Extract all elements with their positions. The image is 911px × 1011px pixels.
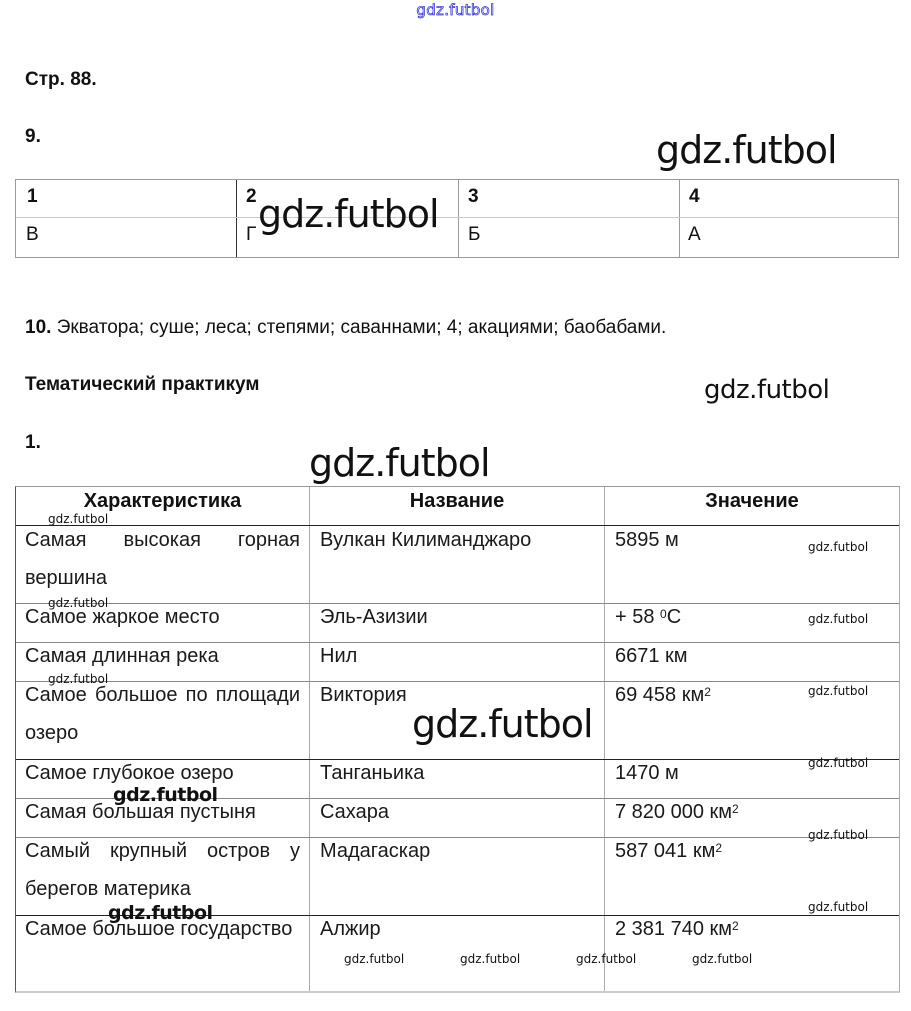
table-cell-name: Виктория [320,684,407,706]
task1-number: 1. [25,432,41,453]
value-text: 2 381 740 км [615,918,733,940]
answer-2: Г [246,224,257,245]
task9-answer-table [15,179,899,258]
watermark: gdz.futbol [808,900,869,914]
table-cell-value [615,676,711,714]
page-label: Стр. 88. [25,69,97,90]
value-unit: С [666,606,682,628]
watermark: gdz.futbol [808,612,869,626]
square-superscript: 2 [732,802,739,816]
watermark: gdz.futbol [258,192,439,236]
watermark: gdz.futbol [412,702,593,746]
table-header-name: Название [409,490,505,512]
watermark: gdz.futbol [460,952,521,966]
table-cell-name: Нил [320,645,358,667]
watermark: gdz.futbol [113,784,218,806]
watermark: gdz.futbol [808,756,869,770]
table-cell-value: 6671 км [615,645,688,667]
table-header-2: 2 [246,186,257,207]
watermark: gdz.futbol [808,684,869,698]
value-text: + 58 [615,606,661,628]
table-cell-characteristic: Самая высокая горная вершина [25,529,300,589]
table-header-3: 3 [468,186,479,207]
watermark: gdz.futbol [344,952,405,966]
column-divider [458,180,459,257]
column-divider [236,180,237,257]
degree-superscript: 0 [660,607,667,621]
table-cell-characteristic: Самое глубокое озеро [25,762,234,784]
table-cell-value [615,793,739,831]
watermark: gdz.futbol [309,441,490,485]
row-divider [16,217,898,218]
table-cell-characteristic: Самое большое государство [25,918,293,940]
watermark: gdz.futbol [576,952,637,966]
answer-4: А [688,224,701,245]
watermark: gdz.futbol [808,540,869,554]
table-cell-characteristic: Самый крупный остров у берегов материка [25,840,300,900]
table-cell-name: Эль-Азизии [320,606,428,628]
table-header-value: Значение [705,490,799,512]
table-header-4: 4 [689,186,700,207]
table-cell-name: Алжир [320,918,381,940]
column-divider [679,180,680,257]
table-cell-name: Мадагаскар [320,840,431,862]
watermark: gdz.futbol [656,128,837,172]
watermark-top: gdz.futbol [416,1,495,19]
watermark: gdz.futbol [692,952,753,966]
watermark: gdz.futbol [48,596,109,610]
task10-text: Экватора; суше; леса; степями; саваннами; 4; акациями; баобабами. [56,317,667,338]
table-cell-name: Сахара [320,801,389,823]
table-cell-characteristic: Самая большая пустыня [25,801,256,823]
table-cell-value [615,832,722,870]
value-text: 587 041 км [615,840,716,862]
table-cell-value [615,598,681,636]
section-title: Тематический практикум [25,374,260,395]
watermark: gdz.futbol [48,672,109,686]
watermark: gdz.futbol [808,828,869,842]
table-cell-characteristic: Самая длинная река [25,645,219,667]
watermark: gdz.futbol [48,512,109,526]
table-cell-value [615,910,739,948]
table-cell-name: Танганьика [320,762,425,784]
watermark: gdz.futbol [704,375,830,405]
table-cell-name: Вулкан Килиманджаро [320,529,532,551]
value-text: 7 820 000 км [615,801,733,823]
answer-3: Б [468,224,481,245]
square-superscript: 2 [715,841,723,855]
table-cell-value: 5895 м [615,529,679,551]
value-text: 69 458 км [615,684,705,706]
table-cell-value: 1470 м [615,762,679,784]
table-header-1: 1 [27,186,38,207]
table-cell-characteristic: Самое жаркое место [25,606,220,628]
watermark: gdz.futbol [108,902,213,924]
answer-1: В [26,224,39,245]
table-cell-characteristic: Самое большое по площади озеро [25,684,300,744]
table-header-characteristic: Характеристика [83,490,242,512]
task10-number: 10. [25,317,52,338]
task9-number: 9. [25,126,41,147]
square-superscript: 2 [704,685,711,699]
square-superscript: 2 [732,919,739,933]
task10 [25,317,666,339]
